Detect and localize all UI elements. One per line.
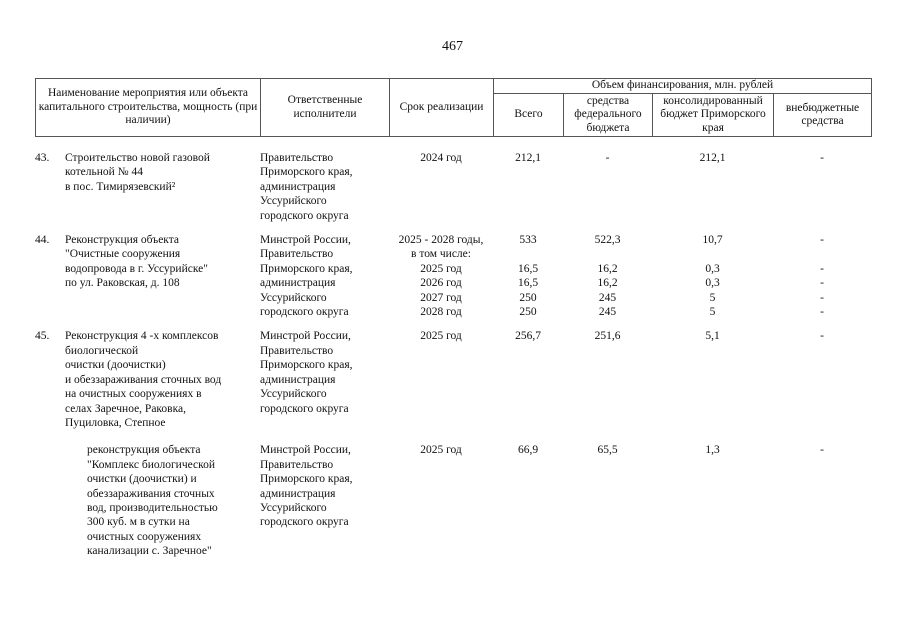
row-total: 533 16,5 16,5 250 250 bbox=[517, 234, 539, 319]
row-federal: - bbox=[605, 152, 610, 164]
row-number: 44. bbox=[35, 234, 50, 247]
row-federal: 522,3 16,2 16,2 245 245 bbox=[594, 234, 621, 319]
row-executors: Правительство Приморского края, администрация Уссурийского городского округа bbox=[260, 152, 353, 222]
row-period: 2025 - 2028 годы, в том числе: 2025 год 2026 год 2027 год 2028 год bbox=[398, 234, 484, 319]
row-total: 66,9 bbox=[517, 444, 539, 457]
row-extrabudget: - - - - - bbox=[820, 234, 824, 319]
row-consolidated: 1,3 bbox=[705, 444, 720, 457]
row-extrabudget: - bbox=[820, 444, 824, 457]
row-extrabudget: - bbox=[820, 152, 824, 164]
row-executors: Минстрой России, Правительство Приморского края, администрация Уссурийского городского округа bbox=[260, 234, 353, 319]
row-executors: Минстрой России, Правительство Приморского края, администрация Уссурийского городского округа bbox=[260, 330, 353, 415]
row-federal: 251,6 bbox=[594, 330, 621, 343]
row-name: Строительство новой газовой котельной № 44 в пос. Тимирязевский² bbox=[65, 152, 210, 193]
row-consolidated: 10,7 0,3 0,3 5 5 bbox=[702, 234, 723, 319]
header-executors: Ответственные исполнители bbox=[261, 79, 390, 137]
row-total: 212,1 bbox=[515, 152, 541, 164]
table-row bbox=[35, 329, 871, 430]
table-row bbox=[35, 151, 871, 223]
page-number: 467 bbox=[442, 39, 463, 54]
row-number: 45. bbox=[35, 330, 50, 343]
row-extrabudget: - bbox=[820, 330, 824, 343]
header-financing: Объем финансирования, млн. рублей bbox=[494, 79, 872, 94]
row-consolidated: 212,1 bbox=[699, 152, 726, 164]
header-total: Всего bbox=[494, 94, 564, 137]
row-period: 2025 год bbox=[420, 444, 462, 457]
row-number: 43. bbox=[35, 152, 50, 164]
header-name: Наименование мероприятия или объекта капитального строительства, мощность (при наличии) bbox=[36, 79, 261, 137]
header-period: Срок реализации bbox=[390, 79, 494, 137]
header-extrabudget: внебюджетные средства bbox=[774, 94, 872, 137]
row-period: 2025 год bbox=[420, 330, 462, 343]
row-consolidated: 5,1 bbox=[705, 330, 720, 343]
row-executors: Минстрой России, Правительство Приморского края, администрация Уссурийского городского округа bbox=[260, 444, 353, 529]
row-federal: 65,5 bbox=[597, 444, 618, 457]
table-row bbox=[35, 233, 871, 319]
row-period: 2024 год bbox=[420, 152, 462, 164]
table-body bbox=[35, 151, 871, 559]
table-header bbox=[35, 78, 872, 137]
row-total: 256,7 bbox=[515, 330, 541, 343]
row-name: Реконструкция 4 -х комплексов биологической очистки (доочистки) и обеззараживания сточных вод на очистных сооружениях в селах Заречное, Раковка, Пуциловка, Степное bbox=[65, 330, 222, 429]
row-name: реконструкция объекта "Комплекс биологической очистки (доочистки) и обеззараживания сточных вод, производительностью 300 куб. м в сутки на очистных сооружениях канализации с. Заречное" bbox=[87, 444, 218, 558]
row-name: Реконструкция объекта "Очистные сооружения водопровода в г. Уссурийске" по ул. Раковская, д. 108 bbox=[65, 234, 208, 290]
header-federal: средства федерального бюджета bbox=[564, 94, 653, 137]
table-row-subitem bbox=[35, 443, 871, 558]
header-consolidated: консолидированный бюджет Приморского края bbox=[653, 94, 774, 137]
